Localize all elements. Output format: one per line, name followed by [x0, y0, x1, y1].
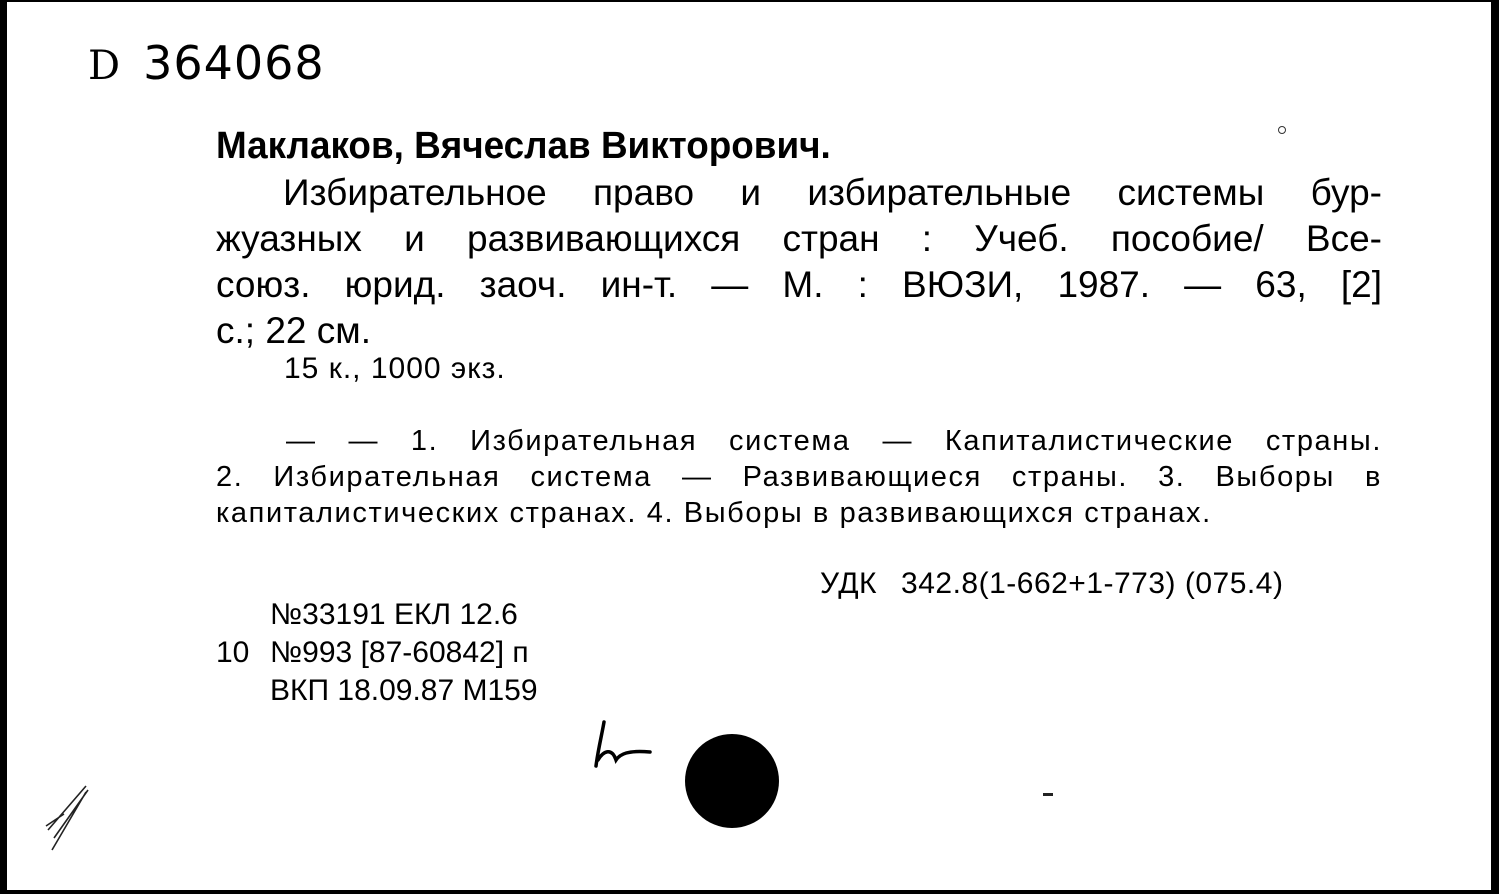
call-number-value: 364068 [143, 36, 325, 90]
small-dash-mark [1043, 793, 1053, 796]
registration-row-number [216, 672, 270, 710]
card-edge-right [1491, 0, 1499, 894]
card-edge-left [0, 0, 7, 894]
description-line: жуазных и развивающихся стран : Учеб. пособие/ Все- [216, 218, 1382, 259]
registration-row-text: №993 [87-60842] п [270, 636, 529, 669]
description-line: союз. юрид. заоч. ин-т. — М. : ВЮЗИ, 1987. — 63, [2] [216, 264, 1382, 305]
registration-row-number: 10 [216, 636, 250, 669]
registration-row [216, 596, 538, 634]
registration-row-number [216, 596, 270, 634]
subject-headings [216, 423, 1382, 531]
card-edge-bottom [0, 890, 1499, 894]
registration-block [216, 596, 538, 710]
punch-hole [685, 734, 779, 828]
handwritten-mark [590, 720, 660, 770]
subject-line: — — 1. Избирательная система — Капиталистические страны. [286, 425, 1382, 457]
description-line: с.; 22 см. [216, 310, 371, 351]
registration-row-text: №33191 ЕКЛ 12.6 [270, 598, 518, 631]
udc-value: 342.8(1-662+1-773) (075.4) [901, 567, 1284, 600]
author-heading: Маклаков, Вячеслав Викторович. [216, 125, 831, 167]
subject-line: 2. Избирательная система — Развивающиеся страны. 3. Выборы в [216, 461, 1382, 493]
registration-row [216, 672, 538, 710]
udc-label: УДК [820, 567, 878, 600]
udc-classification [820, 567, 1283, 601]
price-and-print-run: 15 к., 1000 экз. [284, 352, 506, 385]
card-edge-top [0, 0, 1499, 2]
call-number-prefix: D [88, 43, 122, 89]
call-number [88, 36, 325, 90]
subject-line: капиталистических странах. 4. Выборы в развивающихся странах. [216, 497, 1212, 529]
pencil-mark [40, 780, 100, 852]
registration-row-text: ВКП 18.09.87 М159 [270, 674, 538, 707]
registration-row [216, 634, 538, 672]
description-line: Избирательное право и избирательные системы бур- [283, 172, 1382, 213]
small-dot-mark [1278, 126, 1286, 134]
bibliographic-description [216, 170, 1382, 354]
